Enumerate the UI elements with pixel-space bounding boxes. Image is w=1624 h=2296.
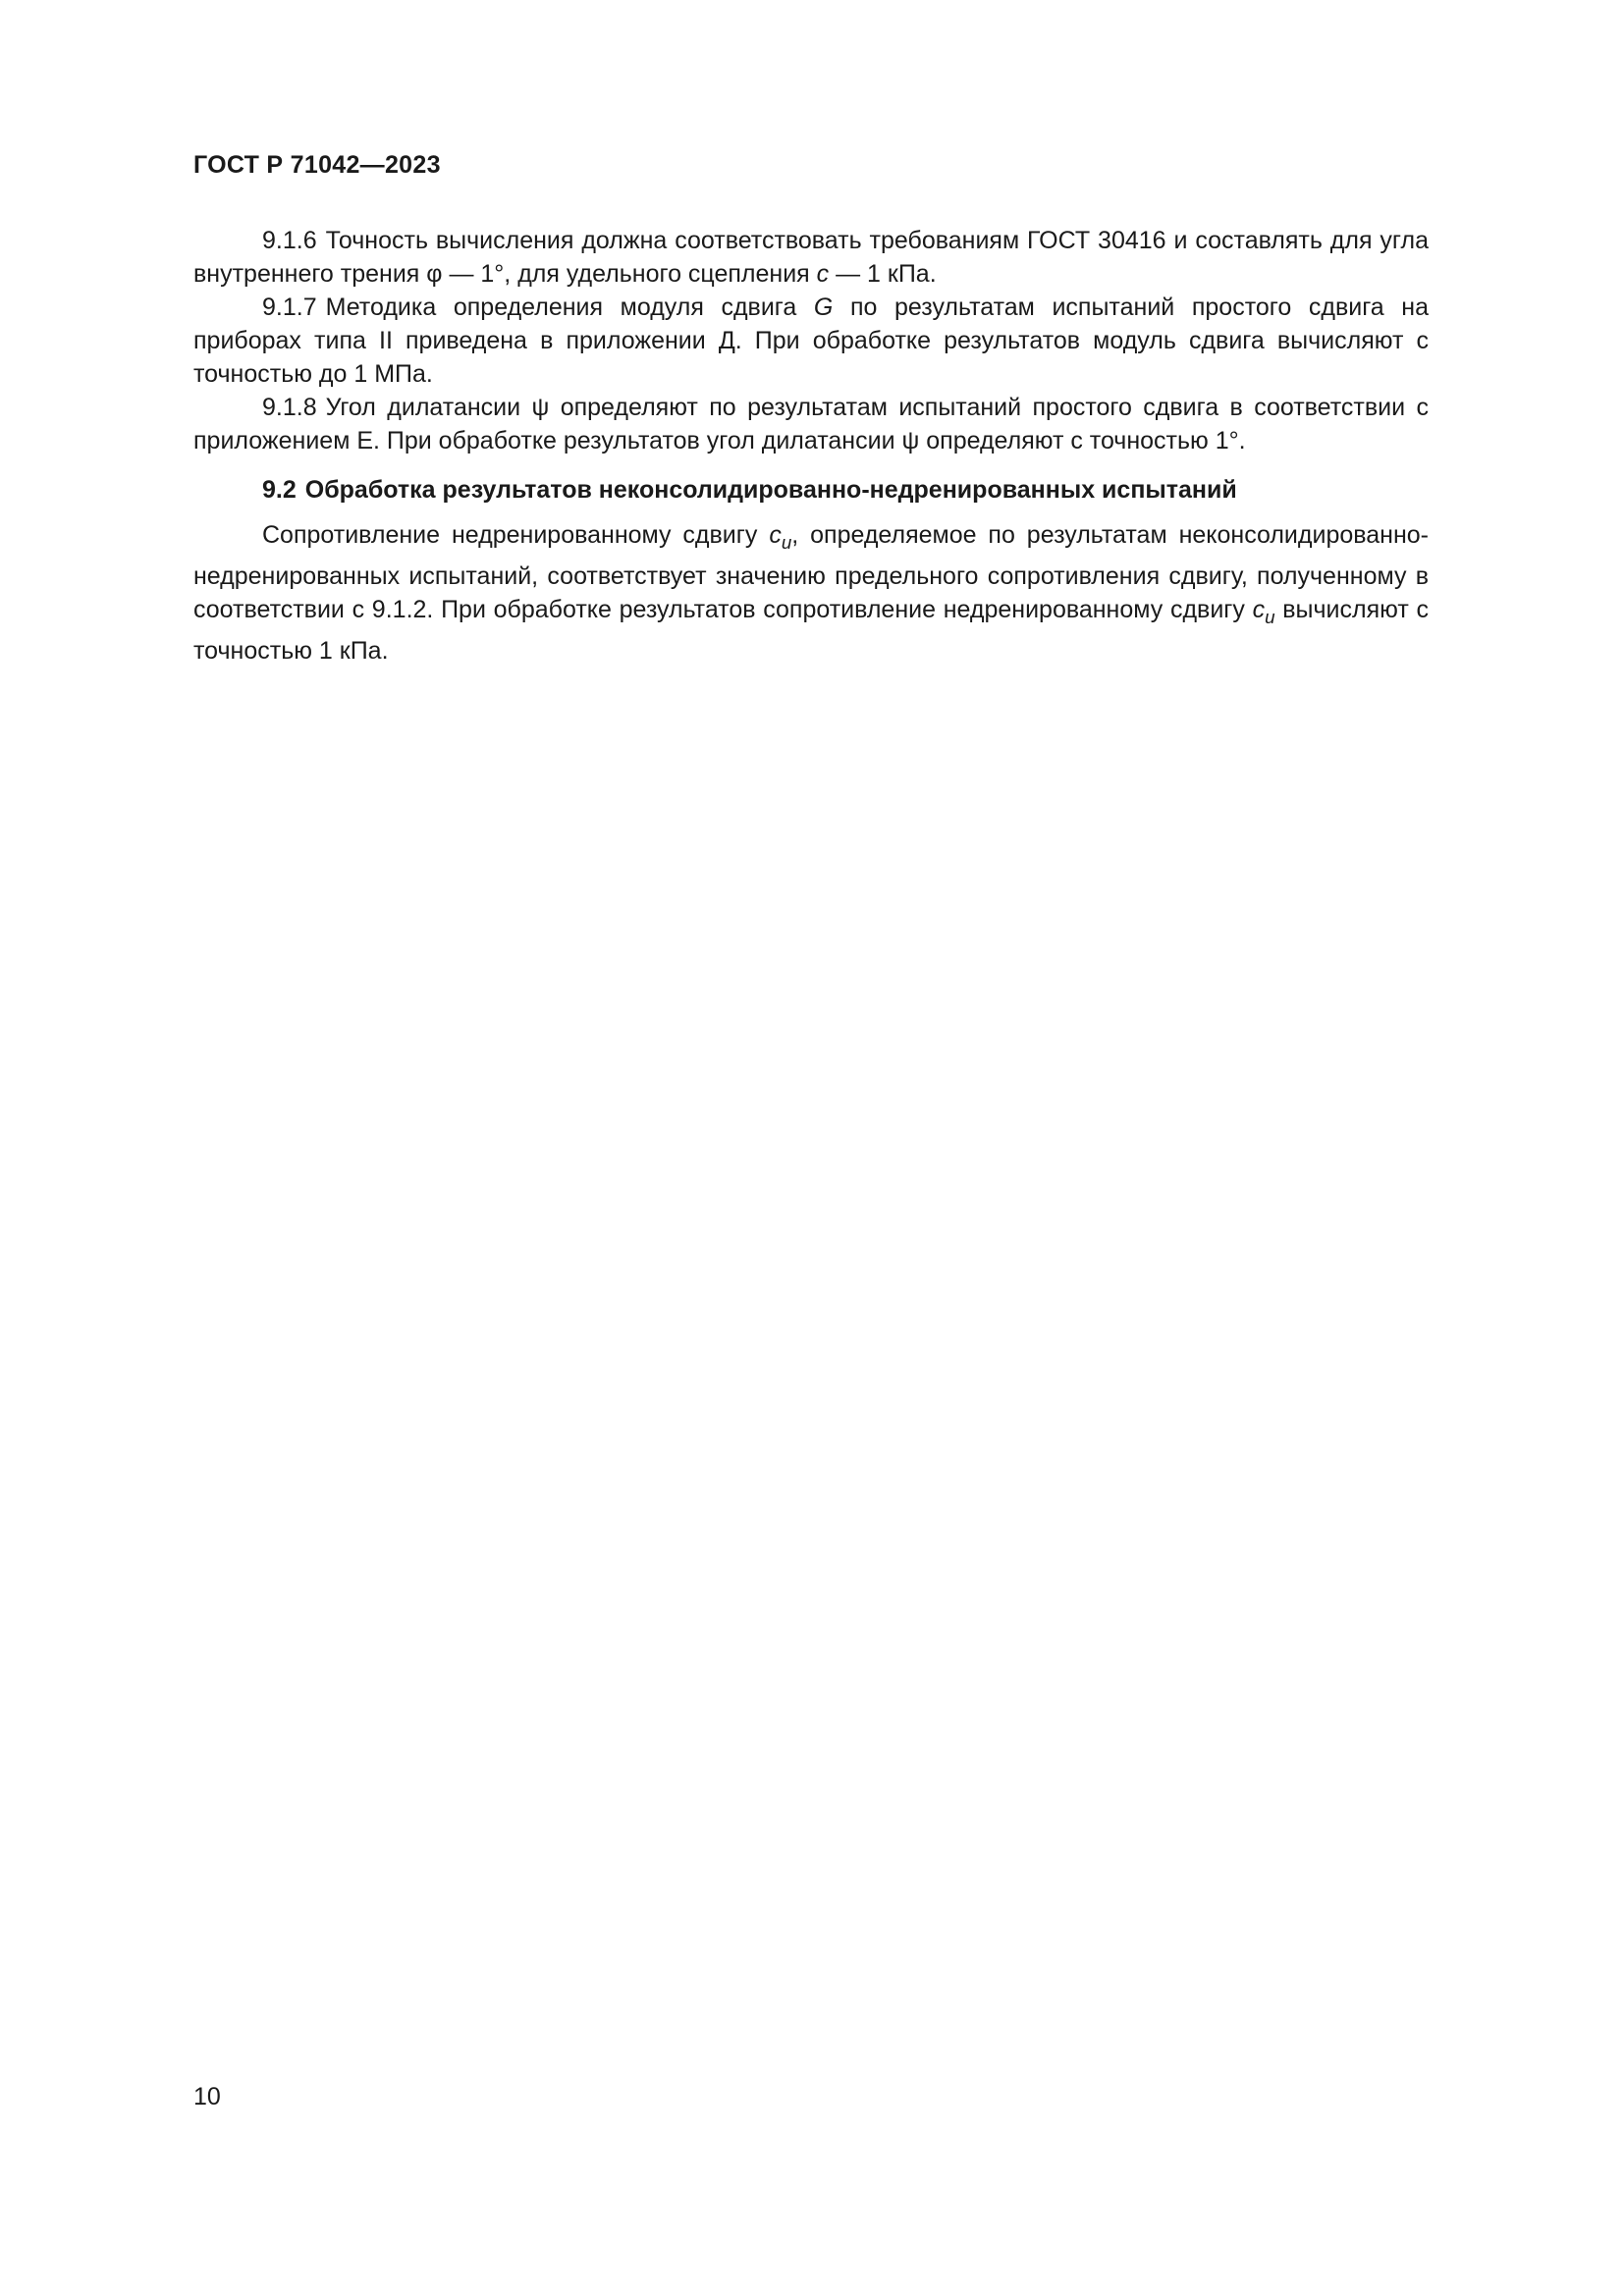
- document-body: [193, 224, 1429, 667]
- paragraph-text: , определяемое по результатам неконсолидированно-недренированных испытаний, соответствует значению предельного сопротивления сдвигу, полученному в соответствии с 9.1.2. При обработке результатов сопротивление недренированному сдвигу: [193, 521, 1429, 623]
- paragraph-text: вычисляют с точностью 1 кПа.: [193, 596, 1429, 665]
- variable-c: c: [1252, 596, 1266, 623]
- variable-g: G: [813, 294, 834, 321]
- variable-c: c: [816, 260, 830, 288]
- paragraph-number: 9.1.7: [262, 294, 317, 321]
- paragraph-text: Методика определения модуля сдвига: [325, 294, 814, 321]
- paragraph-number: 9.1.8: [262, 394, 317, 421]
- subscript-u: u: [781, 532, 792, 553]
- paragraph-9-1-8: [193, 391, 1429, 457]
- paragraph-text: Точность вычисления должна соответствовать требованиям ГОСТ 30416 и составлять для угла внутреннего трения φ — 1°, для удельного сцепления: [193, 227, 1429, 288]
- paragraph-number: 9.1.6: [262, 227, 317, 254]
- paragraph-9-1-7: [193, 291, 1429, 391]
- paragraph-text: по результатам испытаний простого сдвига на приборах типа II приведена в приложении Д. При обработке результатов модуль сдвига вычисляют с точностью до 1 МПа.: [193, 294, 1429, 388]
- page-number: 10: [193, 2083, 221, 2110]
- variable-c: c: [769, 521, 782, 549]
- page-header-standard-code: ГОСТ Р 71042—2023: [193, 151, 441, 179]
- paragraph-text: Сопротивление недренированному сдвигу: [262, 521, 770, 549]
- subscript-u: u: [1265, 607, 1275, 627]
- section-number: 9.2: [262, 476, 297, 504]
- section-title: Обработка результатов неконсолидированно-недренированных испытаний: [304, 476, 1237, 504]
- paragraph-text: — 1 кПа.: [829, 260, 937, 288]
- section-heading-9-2: [193, 473, 1429, 507]
- paragraph-9-2-body: [193, 518, 1429, 667]
- paragraph-9-1-6: [193, 224, 1429, 291]
- paragraph-text: Угол дилатансии ψ определяют по результатам испытаний простого сдвига в соответствии с приложением Е. При обработке результатов угол дилатансии ψ определяют с точностью 1°.: [193, 394, 1429, 454]
